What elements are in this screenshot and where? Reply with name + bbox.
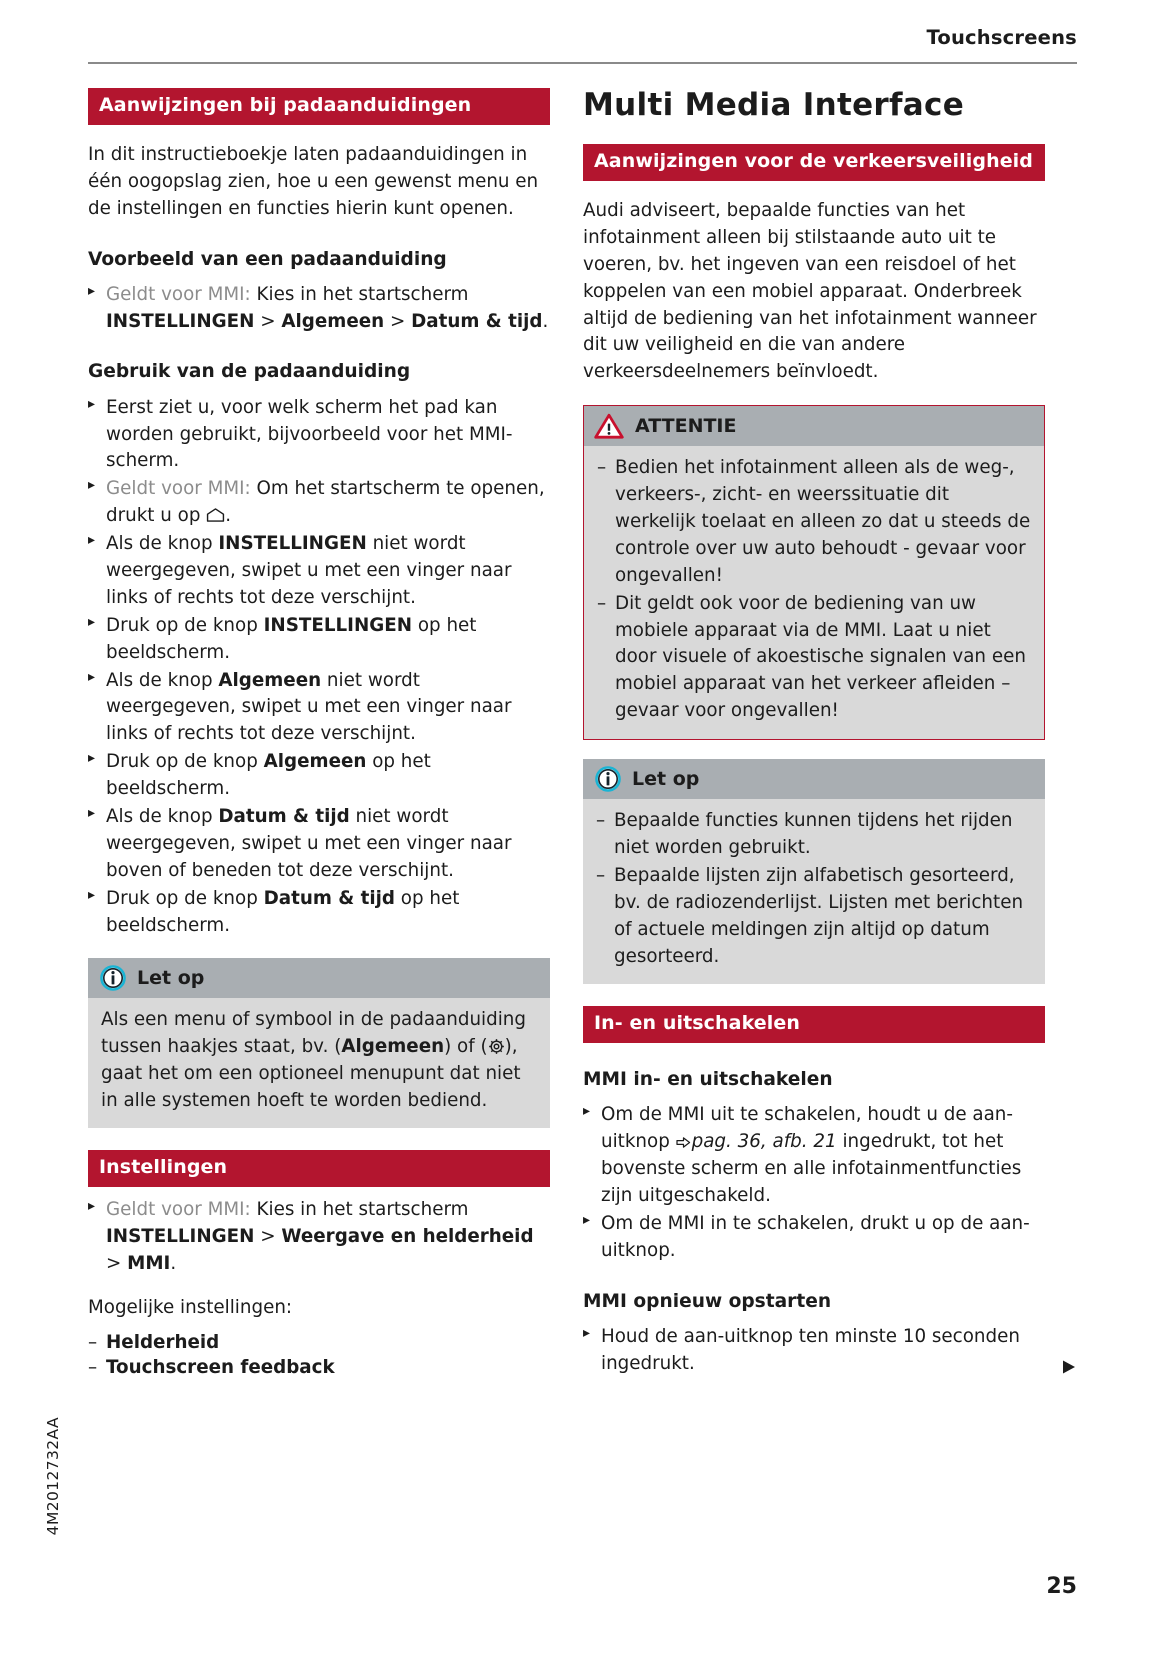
list-item: ▸ Druk op de knop Algemeen op het beeldscherm.: [88, 749, 550, 803]
note-box-right-title: Let op: [632, 768, 700, 791]
cross-reference-arrow-icon: [676, 1131, 692, 1145]
heading-mmi-opnieuw-opstarten: MMI opnieuw opstarten: [583, 1290, 832, 1312]
list-item: ▸ Geldt voor MMI: Kies in het startscherm INSTELLINGEN > Algemeen > Datum & tijd.: [88, 282, 550, 336]
spine-document-code: 4M2012732AA: [44, 1416, 62, 1535]
list-item: ▸ Om de MMI in te schakelen, drukt u op de aan-uitknop.: [583, 1211, 1045, 1265]
running-header-title: Touchscreens: [926, 26, 1077, 49]
note-box-right-list: [596, 808, 1032, 970]
traffic-safety-paragraph: Audi adviseert, bepaalde functies van het infotainment alleen bij stilstaande auto uit te voeren, bv. het ingeven van een reisdoel of het koppelen van een mobiel apparaat. Onderbreek altijd de bediening van het infotainment wanneer dit uw veiligheid en die van andere verkeersdeelnemers beïnvloedt.: [583, 199, 1037, 383]
chapter-title: Multi Media Interface: [583, 87, 965, 123]
list-item: ▸ Druk op de knop Datum & tijd op het beeldscherm.: [88, 886, 550, 940]
list-item: ▸ Om de MMI uit te schakelen, houdt u de aan-uitknop pag. 36, afb. 21 ingedrukt, tot het bovenste scherm en alle infotainmentfuncties zijn uitgeschakeld.: [583, 1102, 1045, 1210]
warning-box-title: ATTENTIE: [635, 415, 737, 438]
list-item: ▸ Als de knop Datum & tijd niet wordt weergegeven, swipet u met een vinger naar boven of beneden tot deze verschijnt.: [88, 804, 550, 885]
intro-paragraph: In dit instructieboekje laten padaanduidingen in één oogopslag zien, hoe u een gewenst menu en de instellingen en functies hierin kunt openen.: [88, 143, 539, 219]
list-item: ▸ Geldt voor MMI: Kies in het startscherm INSTELLINGEN > Weergave en helderheid > MMI.: [88, 1197, 550, 1278]
right-column: [583, 88, 1045, 1379]
list-item: ▸ Houd de aan-uitknop ten minste 10 seconden ingedrukt.: [583, 1324, 1045, 1378]
note-box-right: [583, 759, 1045, 984]
left-column: [88, 88, 550, 1380]
note-box-left-body: [88, 998, 550, 1128]
page-number: 25: [1046, 1574, 1077, 1599]
continuation-arrow-icon: [1061, 1359, 1077, 1375]
note-box-left-text: Als een menu of symbool in de padaanduiding tussen haakjes staat, bv. (Algemeen) of ( ), gaat het om een optioneel menupunt dat niet in alle systemen hoeft te worden bediend.: [101, 1009, 526, 1112]
warning-box-attentie: [583, 405, 1045, 740]
section-bar-padaanduidingen: Aanwijzingen bij padaanduidingen: [88, 88, 550, 125]
settings-intro: Mogelijke instellingen:: [88, 1296, 293, 1318]
list-item: ▸ Druk op de knop INSTELLINGEN op het beeldscherm.: [88, 613, 550, 667]
section-bar-instellingen: Instellingen: [88, 1150, 550, 1187]
warning-box-body: [584, 446, 1044, 739]
note-box-left-title: Let op: [137, 967, 205, 990]
heading-gebruik-padaanduiding: Gebruik van de padaanduiding: [88, 361, 411, 383]
info-icon: [595, 766, 621, 792]
heading-voorbeeld-padaanduiding: Voorbeeld van een padaanduiding: [88, 248, 447, 270]
list-item: – Bepaalde lijsten zijn alfabetisch gesorteerd, bv. de radiozenderlijst. Lijsten met berichten of actuele meldingen zijn altijd op datum gesorteerd.: [596, 863, 1032, 971]
list-item: ▸ Als de knop INSTELLINGEN niet wordt weergegeven, swipet u met een vinger naar links of rechts tot deze verschijnt.: [88, 531, 550, 612]
gear-icon: [488, 1037, 505, 1054]
list-item: – Bedien het infotainment alleen als de weg-, verkeers-, zicht- en weerssituatie dit werkelijk toelaat en alleen zo dat u steeds de controle over uw auto behoudt - gevaar voor ongevallen!: [597, 455, 1031, 589]
mmi-scope-tag: Geldt voor MMI:: [106, 1198, 251, 1220]
list-item: ▸ Als de knop Algemeen niet wordt weergegeven, swipet u met een vinger naar links of rechts tot deze verschijnt.: [88, 668, 550, 749]
mmi-scope-tag: Geldt voor MMI:: [106, 283, 251, 305]
warning-box-header: [584, 406, 1044, 446]
section-bar-verkeersveiligheid: Aanwijzingen voor de verkeersveiligheid: [583, 144, 1045, 181]
list-gebruik-padaanduiding: [88, 395, 550, 940]
list-voorbeeld-padaanduiding: [88, 282, 550, 336]
note-box-right-header: [583, 759, 1045, 799]
note-box-left: [88, 958, 550, 1128]
list-item: – Dit geldt ook voor de bediening van uw mobiele apparaat via de MMI. Laat u niet door visuele of akoestische signalen van een mobiel apparaat van het verkeer afleiden – gevaar voor ongevallen!: [597, 591, 1031, 725]
note-box-left-header: [88, 958, 550, 998]
heading-mmi-in-uitschakelen: MMI in- en uitschakelen: [583, 1069, 833, 1091]
info-icon: [100, 965, 126, 991]
list-mmi-in-uitschakelen: [583, 1102, 1045, 1264]
header-divider-rule: [88, 62, 1077, 64]
list-item: – Touchscreen feedback: [88, 1355, 550, 1382]
home-icon: [206, 504, 225, 518]
list-mmi-opnieuw-opstarten: [583, 1324, 1045, 1378]
list-item: – Bepaalde functies kunnen tijdens het rijden niet worden gebruikt.: [596, 808, 1032, 862]
section-bar-in-en-uitschakelen: In- en uitschakelen: [583, 1006, 1045, 1043]
list-item: ▸ Geldt voor MMI: Om het startscherm te openen, drukt u op .: [88, 476, 550, 530]
warning-triangle-icon: [594, 413, 624, 439]
list-item: – Helderheid: [88, 1330, 550, 1357]
mmi-scope-tag: Geldt voor MMI:: [106, 478, 251, 500]
note-box-right-body: [583, 799, 1045, 984]
list-item: ▸ Eerst ziet u, voor welk scherm het pad kan worden gebruikt, bijvoorbeeld voor het MMI-scherm.: [88, 395, 550, 476]
list-mogelijke-instellingen: [88, 1330, 550, 1382]
list-instellingen-path: [88, 1197, 550, 1278]
warning-box-list: [597, 455, 1031, 725]
